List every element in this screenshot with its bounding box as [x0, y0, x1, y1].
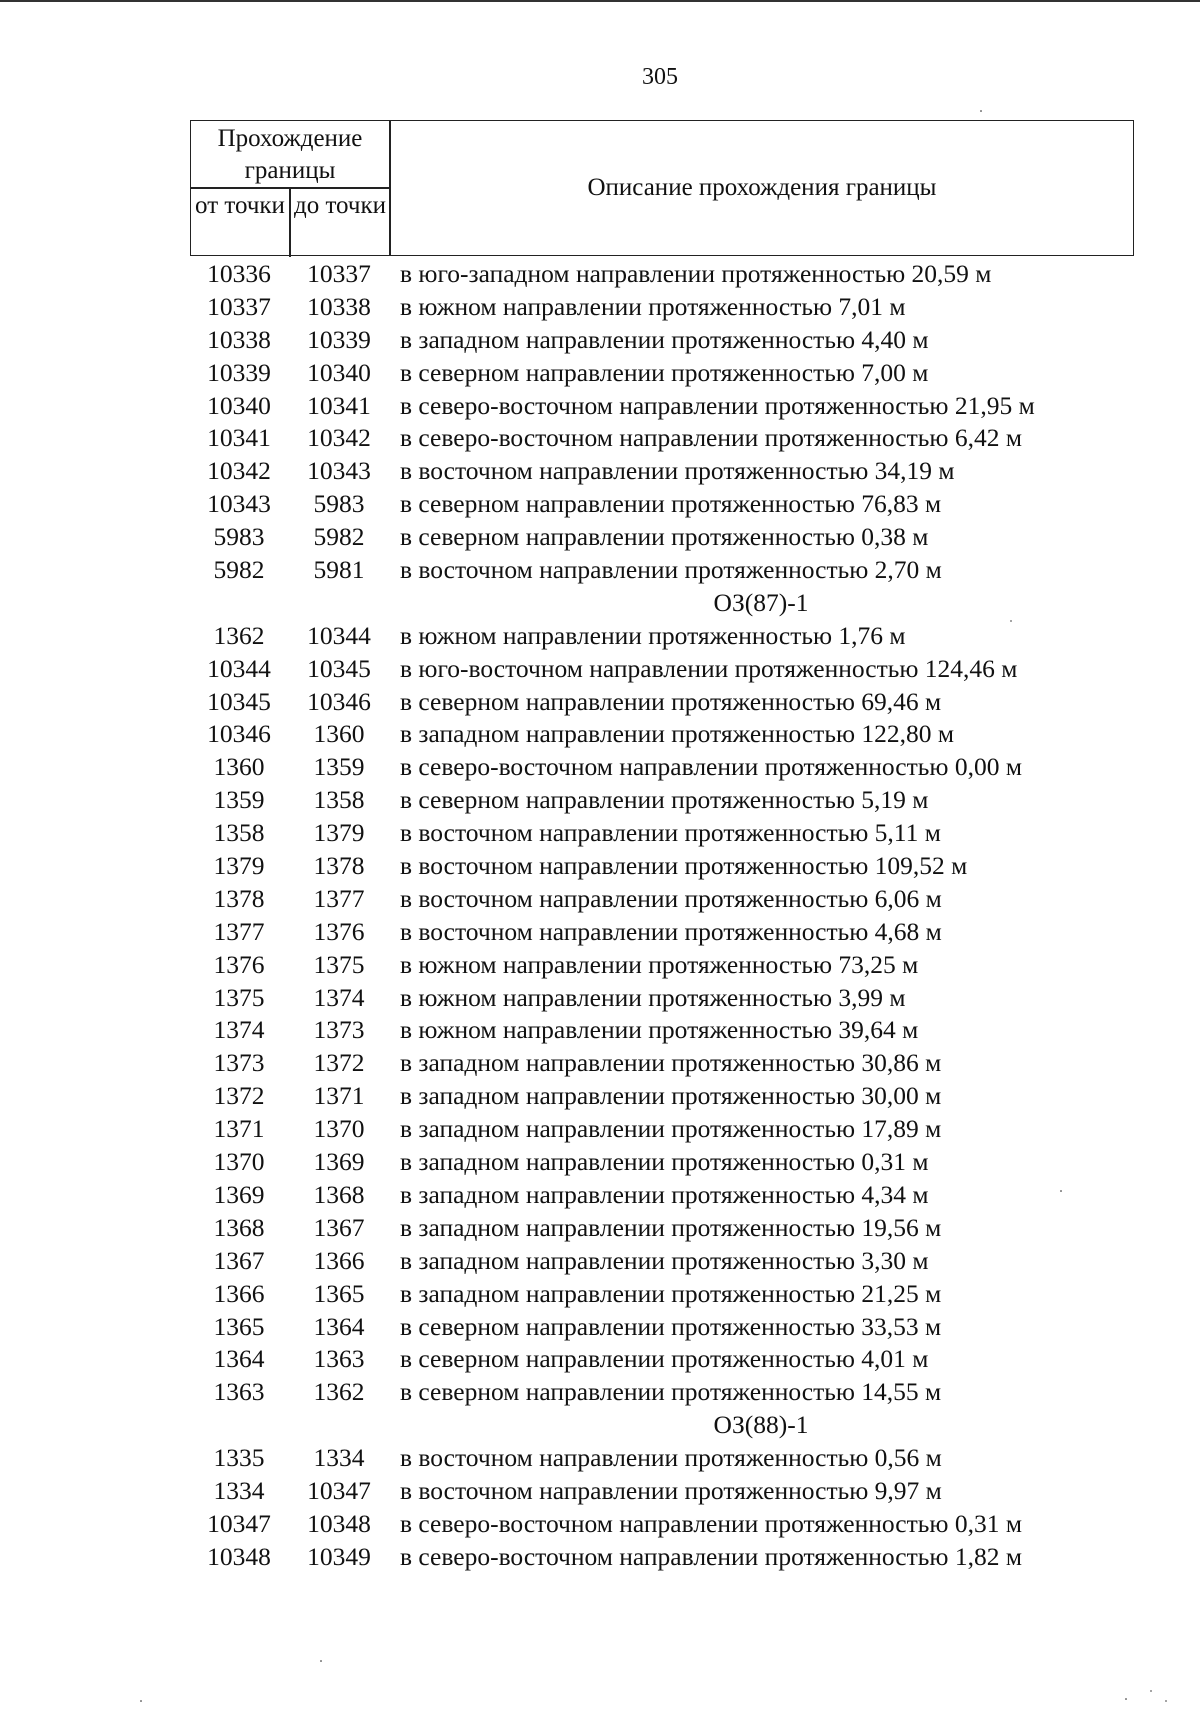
- description-cell: в северном направлении протяженностью 7,00 м: [400, 357, 929, 387]
- description-cell: в восточном направлении протяженностью 4,68 м: [400, 916, 942, 946]
- table-row: [190, 620, 1150, 653]
- to-point-cell: 1374: [313, 982, 365, 1012]
- table-row: [190, 1376, 1150, 1409]
- table-row: [190, 488, 1150, 521]
- description-cell: в северном направлении протяженностью 14,55 м: [400, 1377, 942, 1407]
- from-point-cell: 1374: [213, 1015, 265, 1045]
- table-row: [190, 1442, 1150, 1475]
- to-point-cell: 5983: [313, 489, 365, 519]
- table-row: [190, 554, 1150, 587]
- to-point-cell: 1358: [313, 785, 365, 815]
- description-cell: в восточном направлении протяженностью 34,19 м: [400, 456, 955, 486]
- from-point-cell: 10346: [207, 719, 271, 749]
- from-point-cell: 1369: [213, 1179, 265, 1209]
- from-point-cell: 1368: [213, 1212, 265, 1242]
- from-point-cell: 10340: [207, 390, 271, 420]
- table-row: [190, 982, 1150, 1015]
- description-cell: в южном направлении протяженностью 7,01 м: [400, 291, 906, 321]
- from-point-cell: 10338: [207, 324, 271, 354]
- from-point-cell: 10336: [207, 259, 271, 288]
- table-row: [190, 1245, 1150, 1278]
- table-row: [190, 1179, 1150, 1212]
- page-top-edge: [0, 0, 1200, 2]
- table-row: [190, 718, 1150, 751]
- table-row: [190, 521, 1150, 554]
- from-point-cell: 1371: [213, 1114, 265, 1144]
- to-point-cell: 1376: [313, 916, 365, 946]
- description-cell: в северном направлении протяженностью 76,83 м: [400, 489, 942, 519]
- table-row: [190, 916, 1150, 949]
- to-point-cell: 10347: [307, 1475, 371, 1505]
- from-point-cell: 1379: [213, 851, 265, 881]
- table-row: [190, 291, 1150, 324]
- table-row: [190, 357, 1150, 390]
- from-point-cell: 1363: [213, 1377, 265, 1407]
- scan-speck: [1125, 1698, 1127, 1700]
- scan-speck: [320, 1660, 322, 1662]
- from-point-cell: 10345: [207, 686, 271, 716]
- section-heading-row: [190, 587, 1150, 620]
- description-cell: в северном направлении протяженностью 33,53 м: [400, 1311, 942, 1341]
- from-point-cell: 1373: [213, 1048, 265, 1078]
- from-point-cell: 1335: [213, 1443, 265, 1473]
- from-point-cell: 1364: [213, 1344, 265, 1374]
- header-to-point: до точки: [293, 192, 387, 219]
- table-row: [190, 653, 1150, 686]
- scan-speck: [1165, 1700, 1167, 1702]
- from-point-cell: 10342: [207, 456, 271, 486]
- boundary-table-body: [190, 258, 1150, 1574]
- description-cell: в восточном направлении протяженностью 6,06 м: [400, 883, 942, 913]
- to-point-cell: 5982: [313, 522, 365, 552]
- from-point-cell: 10344: [207, 653, 271, 683]
- table-row: [190, 784, 1150, 817]
- description-cell: в восточном направлении протяженностью 109,52 м: [400, 851, 968, 881]
- description-cell: в северном направлении протяженностью 4,01 м: [400, 1344, 929, 1374]
- to-point-cell: 1360: [313, 719, 365, 749]
- from-point-cell: 1377: [213, 916, 265, 946]
- table-header: [190, 120, 1134, 256]
- table-row: [190, 850, 1150, 883]
- to-point-cell: 5981: [313, 555, 365, 585]
- table-row: [190, 686, 1150, 719]
- table-row: [190, 422, 1150, 455]
- from-point-cell: 10347: [207, 1508, 271, 1538]
- from-point-cell: 10339: [207, 357, 271, 387]
- from-point-cell: 1362: [213, 620, 265, 650]
- to-point-cell: 1365: [313, 1278, 365, 1308]
- to-point-cell: 10348: [307, 1508, 371, 1538]
- to-point-cell: 10339: [307, 324, 371, 354]
- description-cell: в северном направлении протяженностью 69,46 м: [400, 686, 942, 716]
- to-point-cell: 10340: [307, 357, 371, 387]
- page-number: 305: [642, 64, 678, 90]
- from-point-cell: 1365: [213, 1311, 265, 1341]
- from-point-cell: 1366: [213, 1278, 265, 1308]
- to-point-cell: 1373: [313, 1015, 365, 1045]
- to-point-cell: 10346: [307, 686, 371, 716]
- scan-speck: [1150, 1690, 1152, 1692]
- description-cell: в южном направлении протяженностью 1,76 м: [400, 620, 906, 650]
- description-cell: в западном направлении протяженностью 21,25 м: [400, 1278, 942, 1308]
- description-cell: в северо-восточном направлении протяженностью 0,00 м: [400, 752, 1022, 782]
- from-point-cell: 1334: [213, 1475, 265, 1505]
- to-point-cell: 10343: [307, 456, 371, 486]
- to-point-cell: 10349: [307, 1541, 371, 1571]
- to-point-cell: 10342: [307, 423, 371, 453]
- to-point-cell: 1364: [313, 1311, 365, 1341]
- header-from-point: от точки: [195, 192, 285, 219]
- to-point-cell: 1363: [313, 1344, 365, 1374]
- to-point-cell: 1367: [313, 1212, 365, 1242]
- scan-speck: [1010, 620, 1012, 622]
- table-row: [190, 817, 1150, 850]
- scan-speck: [980, 110, 982, 112]
- table-row: [190, 1311, 1150, 1344]
- table-row: [190, 1541, 1150, 1574]
- to-point-cell: 1370: [313, 1114, 365, 1144]
- from-point-cell: 1370: [213, 1147, 265, 1177]
- from-point-cell: 1358: [213, 818, 265, 848]
- description-cell: в западном направлении протяженностью 122,80 м: [400, 719, 955, 749]
- from-point-cell: 1367: [213, 1245, 265, 1275]
- table-row: [190, 390, 1150, 423]
- table-row: [190, 1343, 1150, 1376]
- table-row: [190, 1047, 1150, 1080]
- table-row: [190, 258, 1150, 291]
- table-row: [190, 324, 1150, 357]
- table-row: [190, 1113, 1150, 1146]
- description-cell: в южном направлении протяженностью 73,25 м: [400, 949, 919, 979]
- from-point-cell: 1376: [213, 949, 265, 979]
- table-row: [190, 1508, 1150, 1541]
- description-cell: в северо-восточном направлении протяженностью 1,82 м: [400, 1541, 1022, 1571]
- description-cell: в западном направлении протяженностью 3,30 м: [400, 1245, 929, 1275]
- table-row: [190, 883, 1150, 916]
- to-point-cell: 1369: [313, 1147, 365, 1177]
- to-point-cell: 1378: [313, 851, 365, 881]
- to-point-cell: 1377: [313, 883, 365, 913]
- to-point-cell: 1371: [313, 1081, 365, 1111]
- description-cell: в юго-западном направлении протяженностью 20,59 м: [400, 259, 992, 288]
- scan-speck: [140, 1700, 142, 1702]
- table-row: [190, 1014, 1150, 1047]
- to-point-cell: 1334: [313, 1443, 365, 1473]
- table-row: [190, 1146, 1150, 1179]
- from-point-cell: 10348: [207, 1541, 271, 1571]
- from-point-cell: 5982: [213, 555, 265, 585]
- to-point-cell: 1359: [313, 752, 365, 782]
- table-row: [190, 455, 1150, 488]
- table-row: [190, 949, 1150, 982]
- from-point-cell: 10341: [207, 423, 271, 453]
- description-cell: в северо-восточном направлении протяженностью 6,42 м: [400, 423, 1022, 453]
- to-point-cell: 1366: [313, 1245, 365, 1275]
- description-cell: в восточном направлении протяженностью 9,97 м: [400, 1475, 942, 1505]
- table-row: [190, 1278, 1150, 1311]
- from-point-cell: 1372: [213, 1081, 265, 1111]
- section-title: ОЗ(87)-1: [713, 587, 809, 617]
- description-cell: в северо-восточном направлении протяженностью 0,31 м: [400, 1508, 1022, 1538]
- description-cell: в северо-восточном направлении протяженностью 21,95 м: [400, 390, 1035, 420]
- from-point-cell: 10337: [207, 291, 271, 321]
- from-point-cell: 5983: [213, 522, 265, 552]
- from-point-cell: 1360: [213, 752, 265, 782]
- to-point-cell: 1362: [313, 1377, 365, 1407]
- from-point-cell: 1375: [213, 982, 265, 1012]
- description-cell: в западном направлении протяженностью 30,00 м: [400, 1081, 942, 1111]
- scan-speck: [1060, 1190, 1062, 1192]
- to-point-cell: 1372: [313, 1048, 365, 1078]
- to-point-cell: 10345: [307, 653, 371, 683]
- header-boundary-passage: Прохождение границы: [217, 125, 363, 184]
- to-point-cell: 10338: [307, 291, 371, 321]
- from-point-cell: 1378: [213, 883, 265, 913]
- description-cell: в западном направлении протяженностью 4,34 м: [400, 1179, 929, 1209]
- to-point-cell: 1375: [313, 949, 365, 979]
- description-cell: в западном направлении протяженностью 0,31 м: [400, 1147, 929, 1177]
- section-title: ОЗ(88)-1: [713, 1410, 809, 1440]
- header-description: Описание прохождения границы: [587, 174, 937, 201]
- description-cell: в восточном направлении протяженностью 2,70 м: [400, 555, 942, 585]
- description-cell: в юго-восточном направлении протяженностью 124,46 м: [400, 653, 1018, 683]
- table-row: [190, 1475, 1150, 1508]
- table-row: [190, 1212, 1150, 1245]
- section-heading-row: [190, 1409, 1150, 1442]
- description-cell: в северном направлении протяженностью 5,19 м: [400, 785, 929, 815]
- description-cell: в северном направлении протяженностью 0,38 м: [400, 522, 929, 552]
- description-cell: в западном направлении протяженностью 4,40 м: [400, 324, 929, 354]
- description-cell: в южном направлении протяженностью 39,64 м: [400, 1015, 919, 1045]
- from-point-cell: 10343: [207, 489, 271, 519]
- description-cell: в восточном направлении протяженностью 0,56 м: [400, 1443, 942, 1473]
- to-point-cell: 1368: [313, 1179, 365, 1209]
- description-cell: в южном направлении протяженностью 3,99 м: [400, 982, 906, 1012]
- description-cell: в западном направлении протяженностью 30,86 м: [400, 1048, 942, 1078]
- to-point-cell: 10337: [307, 259, 371, 288]
- to-point-cell: 1379: [313, 818, 365, 848]
- description-cell: в западном направлении протяженностью 17,89 м: [400, 1114, 942, 1144]
- description-cell: в восточном направлении протяженностью 5,11 м: [400, 818, 941, 848]
- description-cell: в западном направлении протяженностью 19,56 м: [400, 1212, 942, 1242]
- to-point-cell: 10341: [307, 390, 371, 420]
- table-row: [190, 751, 1150, 784]
- table-row: [190, 1080, 1150, 1113]
- from-point-cell: 1359: [213, 785, 265, 815]
- to-point-cell: 10344: [307, 620, 371, 650]
